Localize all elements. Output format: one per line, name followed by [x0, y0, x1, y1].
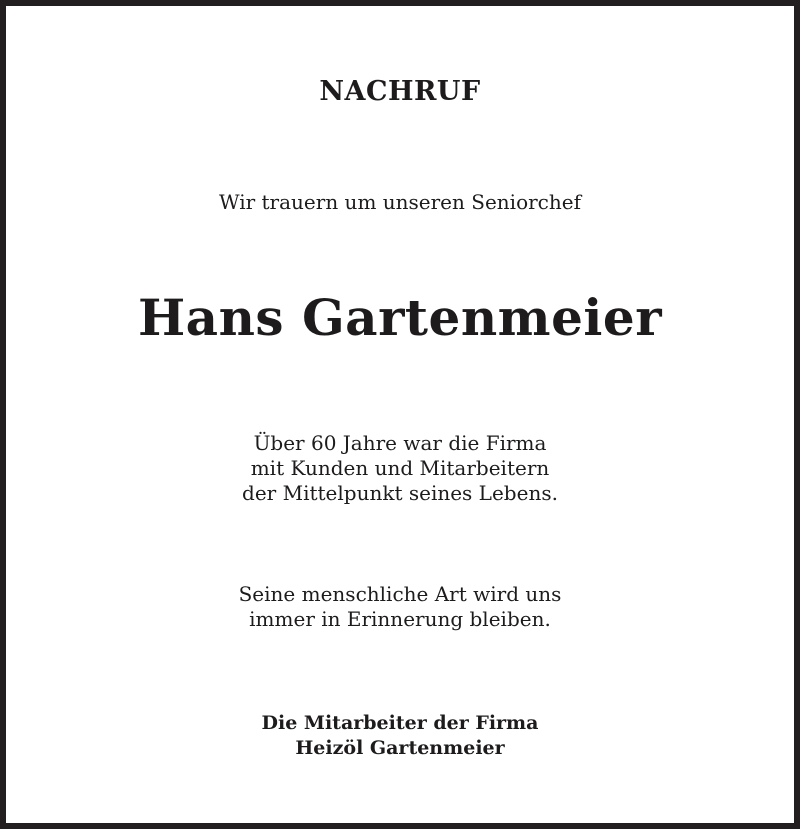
signature-line: Heizöl Gartenmeier — [295, 737, 505, 759]
tribute-paragraph-2 — [6, 582, 794, 632]
intro-text: Wir trauern um unseren Seniorchef — [219, 190, 581, 214]
tribute-paragraph-1 — [6, 431, 794, 506]
signature-block — [6, 711, 794, 761]
notice-heading: NACHRUF — [319, 76, 481, 107]
tribute-line: Seine menschliche Art wird uns — [238, 582, 562, 606]
signature-line: Die Mitarbeiter der Firma — [261, 712, 539, 734]
tribute-line: Über 60 Jahre war die Firma — [253, 431, 547, 455]
deceased-name: Hans Gartenmeier — [137, 288, 663, 347]
tribute-line: immer in Erinnerung bleiben. — [249, 607, 551, 631]
tribute-line: mit Kunden und Mitarbeitern — [250, 456, 550, 480]
tribute-line: der Mittelpunkt seines Lebens. — [242, 481, 558, 505]
